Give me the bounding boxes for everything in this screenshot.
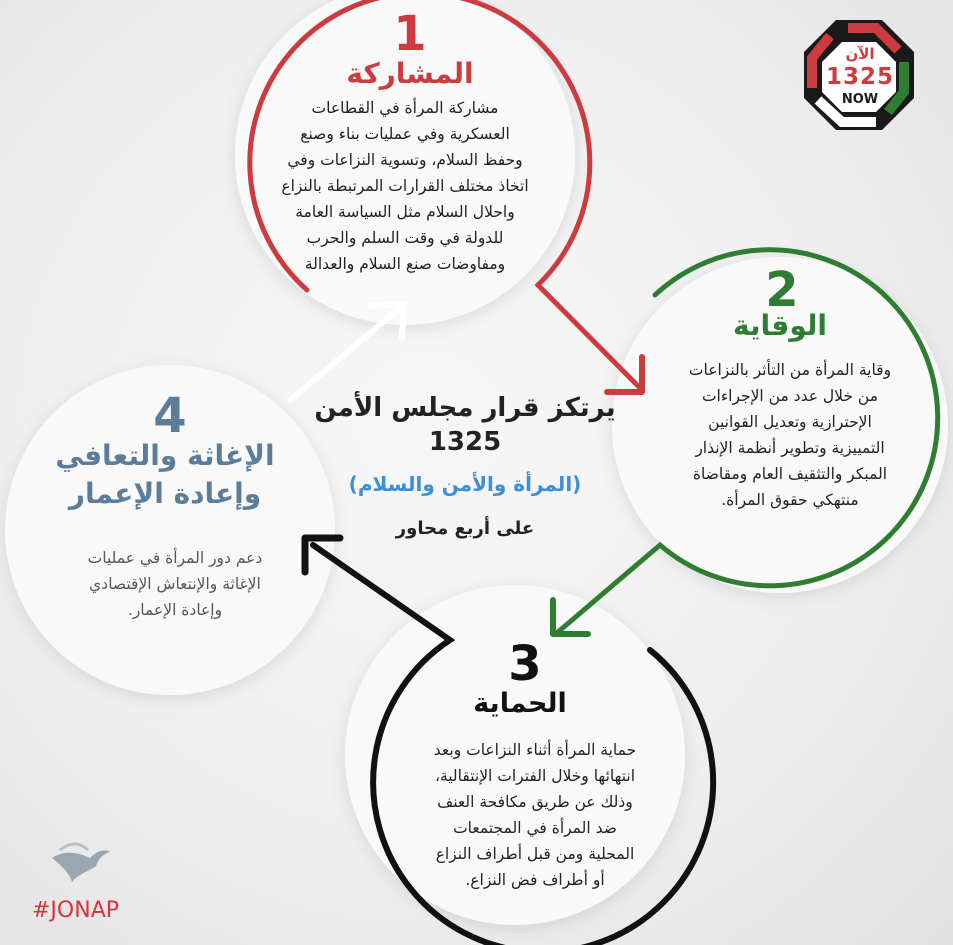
- center-block: [300, 392, 630, 539]
- pillar-1-body: [235, 95, 575, 277]
- dove-icon: [52, 844, 110, 882]
- pillar-2-line: المبكر والتثقيف العام ومقاضاة: [692, 465, 888, 483]
- pillar-2-title: الوقاية: [732, 309, 827, 342]
- pillar-1-line: واحلال السلام مثل السياسة العامة: [295, 203, 515, 221]
- pillar-3-body: [385, 737, 685, 893]
- pillar-4-line: الإغاثة والإنتعاش الإقتصادي: [89, 575, 261, 593]
- pillar-3-line: انتهائها وخلال الفترات الإنتقالية،: [434, 767, 636, 785]
- pillar-2-line: وقاية المرأة من التأثر بالنزاعات: [688, 361, 892, 379]
- pillar-3-line: وذلك عن طريق مكافحة العنف: [437, 793, 633, 811]
- pillar-2-number: 2: [765, 262, 799, 318]
- center-title: يرتكز قرار مجلس الأمن: [314, 393, 616, 423]
- hashtag: #JONAP: [32, 898, 120, 923]
- pillar-3-title: الحماية: [473, 688, 567, 719]
- pillar-3-line: المحلية ومن قبل أطراف النزاع: [435, 845, 635, 863]
- arrow-4-to-1: [290, 308, 400, 400]
- logo-number: 1325: [825, 64, 894, 90]
- pillar-4-number: 4: [153, 388, 187, 444]
- pillar-1-title: المشاركة: [346, 57, 474, 90]
- pillar-1-line: العسكرية وفي عمليات بناء وصنع: [300, 125, 510, 143]
- pillar-2-line: الإحترازية وتعديل القوانين: [708, 413, 872, 431]
- pillar-1-number: 1: [393, 6, 427, 62]
- pillar-2-line: من خلال عدد من الإجراءات: [701, 387, 879, 405]
- pillar-4-title-line1: الإغاثة والتعافي: [55, 439, 275, 472]
- pillar-1-line: وحفظ السلام، وتسوية النزاعات وفي: [287, 151, 523, 169]
- center-subtitle: (المرأة والأمن والسلام): [348, 471, 582, 496]
- pillar-1-line: اتخاذ مختلف القرارات المرتبطة بالنزاع: [281, 177, 529, 195]
- pillar-2-line: منتهكي حقوق المرأة.: [721, 491, 859, 509]
- center-footer: على أربع محاور: [395, 517, 535, 539]
- center-title-number: 1325: [428, 426, 502, 457]
- pillar-3-line: ضد المرأة في المجتمعات: [453, 819, 617, 837]
- pillar-3-line: حماية المرأة أثناء النزاعات وبعد: [433, 741, 637, 759]
- pillar-1-line: مشاركة المرأة في القطاعات: [311, 99, 499, 117]
- pillar-1-line: ومفاوضات صنع السلام والعدالة: [304, 255, 506, 273]
- pillar-1-line: للدولة في وقت السلم والحرب: [306, 229, 504, 247]
- pillar-3-number: 3: [508, 636, 542, 692]
- pillar-3-line: أو أطراف فض النزاع.: [465, 871, 605, 889]
- pillar-4-title-line2: وإعادة الإعمار: [68, 477, 262, 510]
- pillar-2-body: [640, 357, 940, 513]
- pillar-2-line: التمييزية وتطوير أنظمة الإنذار: [695, 439, 885, 457]
- logo-top-text: الآن: [845, 45, 875, 63]
- pillar-4-line: دعم دور المرأة في عمليات: [87, 549, 263, 567]
- pillar-4-line: وإعادة الإعمار.: [127, 601, 223, 619]
- logo-bottom-text: NOW: [841, 92, 879, 107]
- pillar-4-body: [40, 545, 310, 623]
